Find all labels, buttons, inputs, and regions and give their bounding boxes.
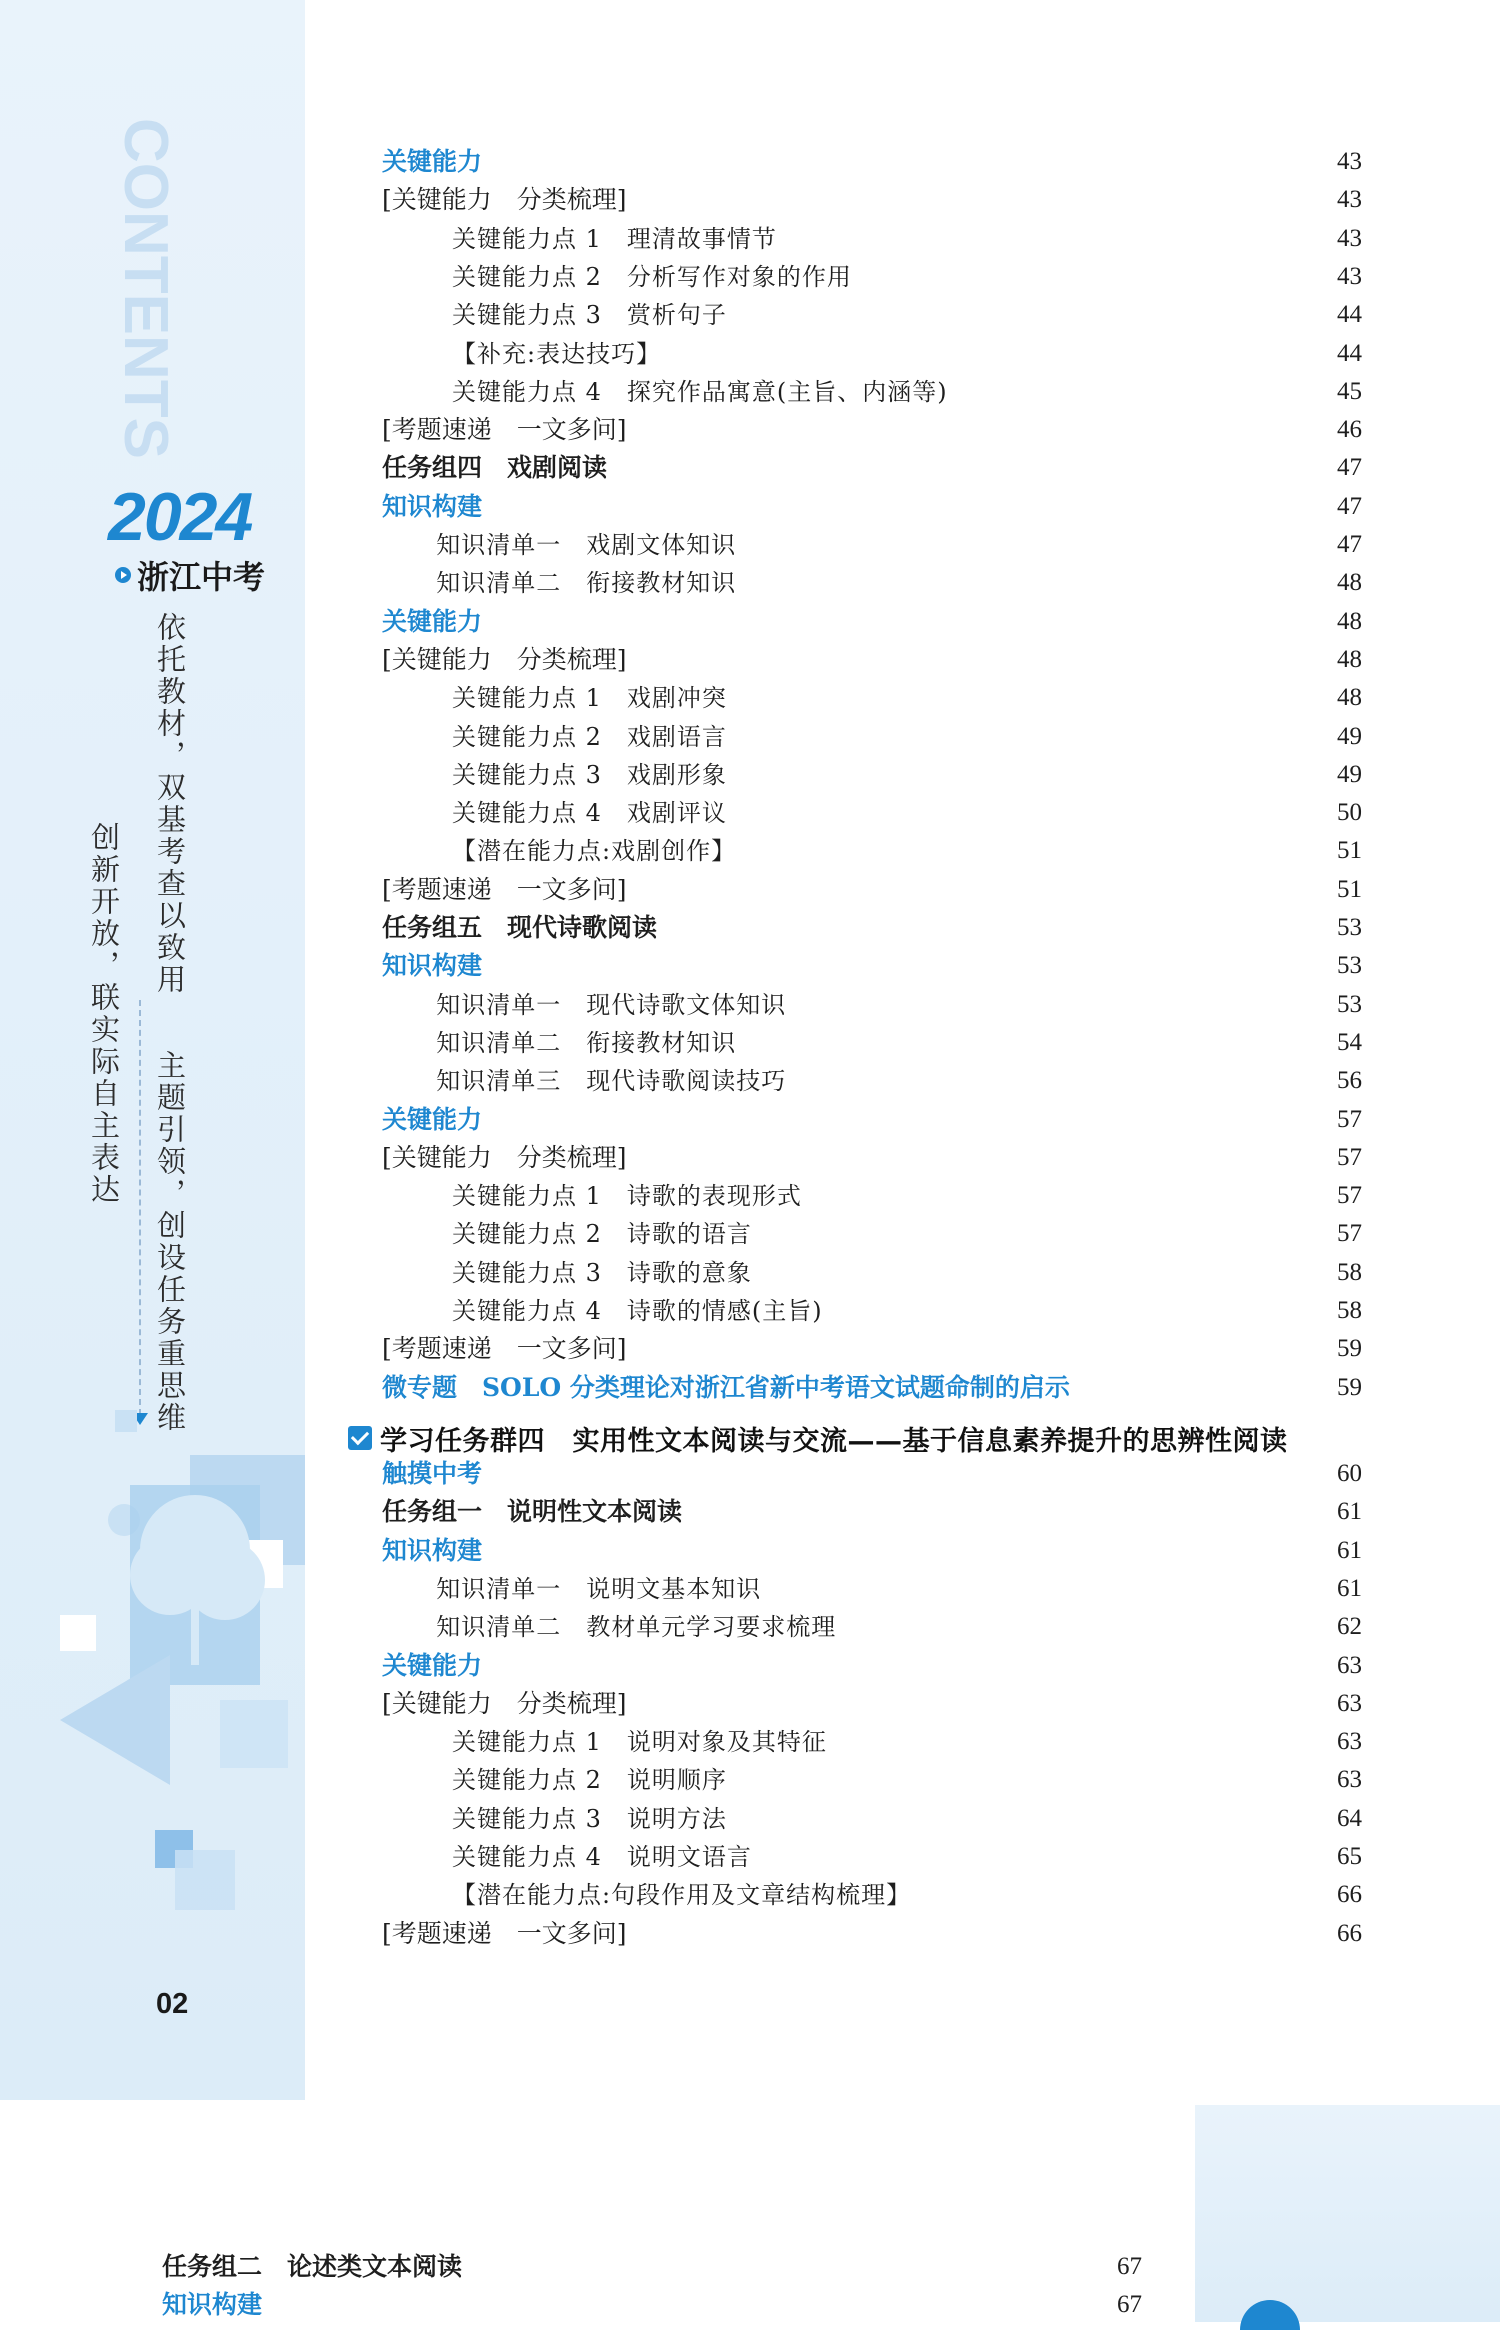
toc-entry-title: 关键能力点 2 说明顺序 <box>452 1766 727 1795</box>
dot-leader <box>837 1724 1322 1760</box>
toc-entry[interactable] <box>382 872 1362 908</box>
dot-leader <box>762 1255 1322 1291</box>
toc-entry-title: 关键能力点 1 理清故事情节 <box>452 224 777 253</box>
contents-word: CONTENTS <box>111 118 180 459</box>
dot-leader <box>746 527 1322 563</box>
toc-entry-title: [考题速递 一文多问] <box>382 415 627 445</box>
toc-entry[interactable] <box>452 1801 1362 1837</box>
dot-leader <box>796 1063 1322 1099</box>
toc-entry[interactable] <box>452 1762 1362 1798</box>
toc-entry-page: 59 <box>1337 1373 1362 1401</box>
dot-leader <box>492 1648 1322 1684</box>
dot-leader <box>746 565 1322 601</box>
toc-entry[interactable] <box>452 1255 1362 1291</box>
toc-entry[interactable] <box>452 1877 1362 1913</box>
dot-leader <box>637 1140 1322 1176</box>
sidebar <box>0 0 305 2100</box>
toc-entry[interactable] <box>452 680 1362 716</box>
toc-entry[interactable] <box>382 1456 1362 1492</box>
toc-entry[interactable] <box>452 259 1362 295</box>
toc-entry-page: 45 <box>1337 377 1362 405</box>
toc-entry-title: [关键能力 分类梳理] <box>382 185 627 215</box>
toc-entry-page: 54 <box>1337 1028 1362 1056</box>
toc-entry-title: 微专题 SOLO 分类理论对浙江省新中考语文试题命制的启示 <box>382 1372 1070 1402</box>
toc-entry-page: 60 <box>1337 1460 1362 1487</box>
toc-entry-title: 任务组一 说明性文本阅读 <box>382 1497 683 1527</box>
toc-entry-page: 63 <box>1337 1766 1362 1794</box>
toc-entry[interactable] <box>162 2249 1142 2285</box>
toc-entry[interactable] <box>452 1216 1362 1252</box>
toc-entry-title: [关键能力 分类梳理] <box>382 1142 627 1172</box>
dot-leader <box>762 1216 1322 1252</box>
toc-entry[interactable] <box>452 374 1362 410</box>
toc-entry-page: 56 <box>1337 1067 1362 1095</box>
toc-entry[interactable] <box>452 1724 1362 1760</box>
dot-leader <box>762 1839 1322 1875</box>
toc-entry-page: 47 <box>1337 492 1362 520</box>
toc-entry-page: 67 <box>1117 2253 1142 2280</box>
toc-entry-title: 知识清单一 戏剧文体知识 <box>436 531 737 559</box>
toc-entry-page: 58 <box>1337 1297 1362 1324</box>
toc-entry[interactable] <box>452 1839 1362 1875</box>
toc-entry[interactable] <box>382 182 1362 218</box>
toc-entry[interactable] <box>436 565 1362 601</box>
toc-entry-title: 任务组二 论述类文本阅读 <box>162 2252 463 2281</box>
dot-leader <box>737 680 1322 716</box>
toc-entry[interactable] <box>436 1063 1362 1099</box>
toc-entry-title: 关键能力点 4 说明文语言 <box>452 1843 752 1871</box>
toc-entry-title: [考题速递 一文多问] <box>382 1918 627 1948</box>
edition-row <box>115 552 265 598</box>
toc-entry-page: 47 <box>1337 531 1362 558</box>
toc-entry-title: [关键能力 分类梳理] <box>382 1688 627 1718</box>
dot-leader <box>667 910 1322 946</box>
dot-leader <box>846 1609 1322 1645</box>
dot-leader <box>862 259 1322 295</box>
dot-leader <box>492 489 1322 525</box>
toc-entry-page: 64 <box>1337 1804 1362 1832</box>
toc-entry-page: 53 <box>1337 914 1362 941</box>
tree-illustration <box>60 1400 305 1920</box>
dot-leader <box>492 1533 1322 1569</box>
toc-entry-page: 51 <box>1337 875 1362 903</box>
toc-entry[interactable] <box>382 1916 1362 1952</box>
toc-entry-title: [考题速递 一文多问] <box>382 1334 627 1364</box>
toc-entry[interactable] <box>382 1140 1362 1176</box>
toc-entry[interactable] <box>436 1571 1362 1607</box>
slogan-2: 主题引领，创设任务重思维 <box>153 1050 187 1434</box>
dot-leader <box>671 336 1322 372</box>
toc-entry-page: 63 <box>1337 1651 1362 1679</box>
toc-entry-title: 任务组五 现代诗歌阅读 <box>382 913 658 942</box>
toc-entry-page: 66 <box>1337 1919 1362 1947</box>
dot-leader <box>812 1178 1322 1214</box>
toc-entry-page: 53 <box>1337 952 1362 980</box>
toc-entry-page: 61 <box>1337 1536 1362 1564</box>
toc-entry-title: 关键能力 <box>382 1650 483 1680</box>
dot-leader <box>921 1877 1322 1913</box>
toc-entry-title: 【补充:表达技巧】 <box>452 339 662 368</box>
toc-entry[interactable] <box>452 1293 1362 1329</box>
dot-leader <box>1080 1370 1322 1406</box>
toc-entry-title: 【潜在能力点:戏剧创作】 <box>452 837 737 866</box>
edition-title: 浙江中考 <box>137 558 266 596</box>
toc-entry-title: 关键能力 <box>382 1104 483 1134</box>
dot-leader <box>617 450 1322 486</box>
dot-leader <box>737 1801 1322 1837</box>
toc-entry[interactable] <box>436 1025 1362 1061</box>
toc-entry-title: 知识清单二 教材单元学习要求梳理 <box>436 1613 837 1642</box>
toc-entry-title: 关键能力点 4 诗歌的情感(主旨) <box>452 1297 823 1325</box>
toc-entry[interactable] <box>382 642 1362 678</box>
dot-leader <box>746 833 1322 869</box>
toc-entry-page: 61 <box>1337 1498 1362 1526</box>
toc-entry-page: 62 <box>1337 1613 1362 1641</box>
toc-entry[interactable] <box>452 336 1362 372</box>
dot-leader <box>692 1494 1322 1530</box>
toc-entry-page: 58 <box>1337 1258 1362 1286</box>
toc-entry-title: 关键能力点 3 赏析句子 <box>452 301 727 330</box>
toc-entry-title: 知识构建 <box>382 491 483 521</box>
toc-entry-title: 知识构建 <box>382 951 483 981</box>
dot-leader <box>958 374 1322 410</box>
toc-entry-title: 关键能力点 4 探究作品寓意(主旨、内涵等) <box>452 377 948 406</box>
toc-entry[interactable] <box>452 833 1362 869</box>
dot-leader <box>637 642 1322 678</box>
section-heading <box>348 1418 1288 1458</box>
slogan-divider <box>139 1000 141 1415</box>
toc-entry[interactable] <box>382 948 1362 984</box>
toc-entry-title: 关键能力点 2 诗歌的语言 <box>452 1220 752 1249</box>
toc-entry-title: 知识清单三 现代诗歌阅读技巧 <box>436 1067 787 1096</box>
toc-entry[interactable] <box>162 2287 1142 2323</box>
toc-entry-page: 57 <box>1337 1143 1362 1171</box>
page-number: 02 <box>156 1988 189 2020</box>
toc-entry-page: 46 <box>1337 416 1362 444</box>
toc-entry-page: 53 <box>1337 990 1362 1018</box>
toc-entry[interactable] <box>436 1609 1362 1645</box>
toc-entry[interactable] <box>452 757 1362 793</box>
toc-entry[interactable] <box>382 1370 1362 1406</box>
toc-entry[interactable] <box>382 1494 1362 1530</box>
toc-entry[interactable] <box>382 1331 1362 1367</box>
toc-entry-title: 知识构建 <box>382 1535 483 1565</box>
toc-entry-title: 关键能力点 4 戏剧评议 <box>452 799 727 828</box>
toc-entry-page: 43 <box>1337 186 1362 214</box>
toc-entry[interactable] <box>382 1102 1362 1138</box>
dot-leader <box>492 144 1322 180</box>
toc-entry-title: 关键能力点 1 说明对象及其特征 <box>452 1728 827 1757</box>
toc-entry-page: 59 <box>1337 1335 1362 1363</box>
dot-leader <box>492 948 1322 984</box>
dot-leader <box>737 719 1322 755</box>
dot-leader <box>737 297 1322 333</box>
dot-leader <box>637 872 1322 908</box>
toc-entry-title: 关键能力点 1 诗歌的表现形式 <box>452 1182 802 1211</box>
slogan-3: 创新开放，联实际自主表达 <box>87 822 121 1206</box>
toc-entry[interactable] <box>382 489 1362 525</box>
dot-leader <box>492 604 1322 640</box>
play-bullet-icon <box>115 567 131 583</box>
dot-leader <box>272 2287 1102 2323</box>
toc-entry-title: [考题速递 一文多问] <box>382 874 627 904</box>
toc-entry-title: 关键能力 <box>382 606 483 636</box>
toc-entry-title: 关键能力点 3 诗歌的意象 <box>452 1258 752 1287</box>
dot-leader <box>492 1102 1322 1138</box>
toc-entry-page: 67 <box>1117 2291 1142 2319</box>
toc-entry-page: 48 <box>1337 645 1362 673</box>
dot-leader <box>637 1331 1322 1367</box>
toc-entry[interactable] <box>436 527 1362 563</box>
dot-leader <box>637 1916 1322 1952</box>
dot-leader <box>737 1762 1322 1798</box>
toc-entry-page: 63 <box>1337 1728 1362 1756</box>
toc-entry-title: 知识构建 <box>162 2290 263 2320</box>
dot-leader <box>637 412 1322 448</box>
toc-entry-page: 63 <box>1337 1689 1362 1717</box>
toc-entry-title: 关键能力 <box>382 147 483 176</box>
dot-leader <box>737 757 1322 793</box>
toc-entry-title: 关键能力点 2 分析写作对象的作用 <box>452 262 852 291</box>
toc-entry[interactable] <box>382 1533 1362 1569</box>
toc-entry-page: 61 <box>1337 1574 1362 1602</box>
dot-leader <box>637 182 1322 218</box>
toc-entry[interactable] <box>382 450 1362 486</box>
toc-entry-page: 57 <box>1337 1220 1362 1248</box>
toc-entry-title: 【潜在能力点:句段作用及文章结构梳理】 <box>452 1881 912 1910</box>
toc-entry-page: 50 <box>1337 799 1362 827</box>
dot-leader <box>472 2249 1102 2285</box>
toc-entry-page: 57 <box>1337 1182 1362 1210</box>
toc-entry-title: 关键能力点 2 戏剧语言 <box>452 722 727 751</box>
dot-leader <box>833 1293 1322 1329</box>
toc-entry-page: 48 <box>1337 684 1362 712</box>
toc-entry[interactable] <box>382 910 1362 946</box>
dot-leader <box>787 221 1322 257</box>
toc-entry[interactable] <box>382 1686 1362 1722</box>
toc-entry-title: 关键能力点 3 戏剧形象 <box>452 760 727 789</box>
dot-leader <box>796 987 1322 1023</box>
next-page-sidebar <box>1195 2105 1500 2322</box>
edition-year: 2024 <box>108 479 252 555</box>
toc-entry-title: 知识清单一 说明文基本知识 <box>436 1574 762 1603</box>
toc-entry-page: 51 <box>1337 837 1362 865</box>
toc-entry-page: 49 <box>1337 760 1362 788</box>
toc-entry[interactable] <box>436 987 1362 1023</box>
toc-entry-title: 关键能力点 3 说明方法 <box>452 1804 727 1833</box>
toc-entry[interactable] <box>452 297 1362 333</box>
toc-entry[interactable] <box>382 1648 1362 1684</box>
toc-entry[interactable] <box>452 1178 1362 1214</box>
dot-leader <box>737 795 1322 831</box>
toc-entry-page: 43 <box>1337 262 1362 290</box>
toc-entry[interactable] <box>452 221 1362 257</box>
toc-entry-page: 65 <box>1337 1843 1362 1870</box>
toc-entry[interactable] <box>382 604 1362 640</box>
toc-entry-page: 48 <box>1337 569 1362 597</box>
toc-entry[interactable] <box>452 719 1362 755</box>
toc-entry[interactable] <box>382 412 1362 448</box>
toc-entry-page: 43 <box>1337 224 1362 252</box>
toc-entry-page: 44 <box>1337 301 1362 329</box>
toc-entry-page: 66 <box>1337 1881 1362 1909</box>
toc-entry-page: 48 <box>1337 607 1362 635</box>
toc-entry-page: 43 <box>1337 148 1362 175</box>
toc-entry-title: 知识清单一 现代诗歌文体知识 <box>436 990 787 1019</box>
section-heading-text: 学习任务群四 实用性文本阅读与交流——基于信息素养提升的思辨性阅读 <box>380 1425 1288 1457</box>
toc-entry-page: 49 <box>1337 722 1362 750</box>
toc-entry-page: 57 <box>1337 1105 1362 1133</box>
checkbox-icon <box>348 1426 372 1450</box>
toc-entry-page: 47 <box>1337 454 1362 482</box>
dot-leader <box>746 1025 1322 1061</box>
dot-leader <box>771 1571 1322 1607</box>
toc-entry-page: 44 <box>1337 339 1362 367</box>
toc-entry-title: 知识清单二 衔接教材知识 <box>436 1028 737 1057</box>
toc-entry-title: 知识清单二 衔接教材知识 <box>436 569 737 598</box>
toc-entry-title: 关键能力点 1 戏剧冲突 <box>452 684 727 713</box>
dot-leader <box>492 1456 1322 1492</box>
toc-entry[interactable] <box>452 795 1362 831</box>
toc-entry-title: [关键能力 分类梳理] <box>382 644 627 674</box>
toc-entry-title: 触摸中考 <box>382 1459 483 1488</box>
slogan-1: 依托教材，双基考查以致用 <box>153 612 187 996</box>
toc-entry-title: 任务组四 戏剧阅读 <box>382 453 608 483</box>
toc-entry[interactable] <box>382 144 1362 180</box>
dot-leader <box>637 1686 1322 1722</box>
